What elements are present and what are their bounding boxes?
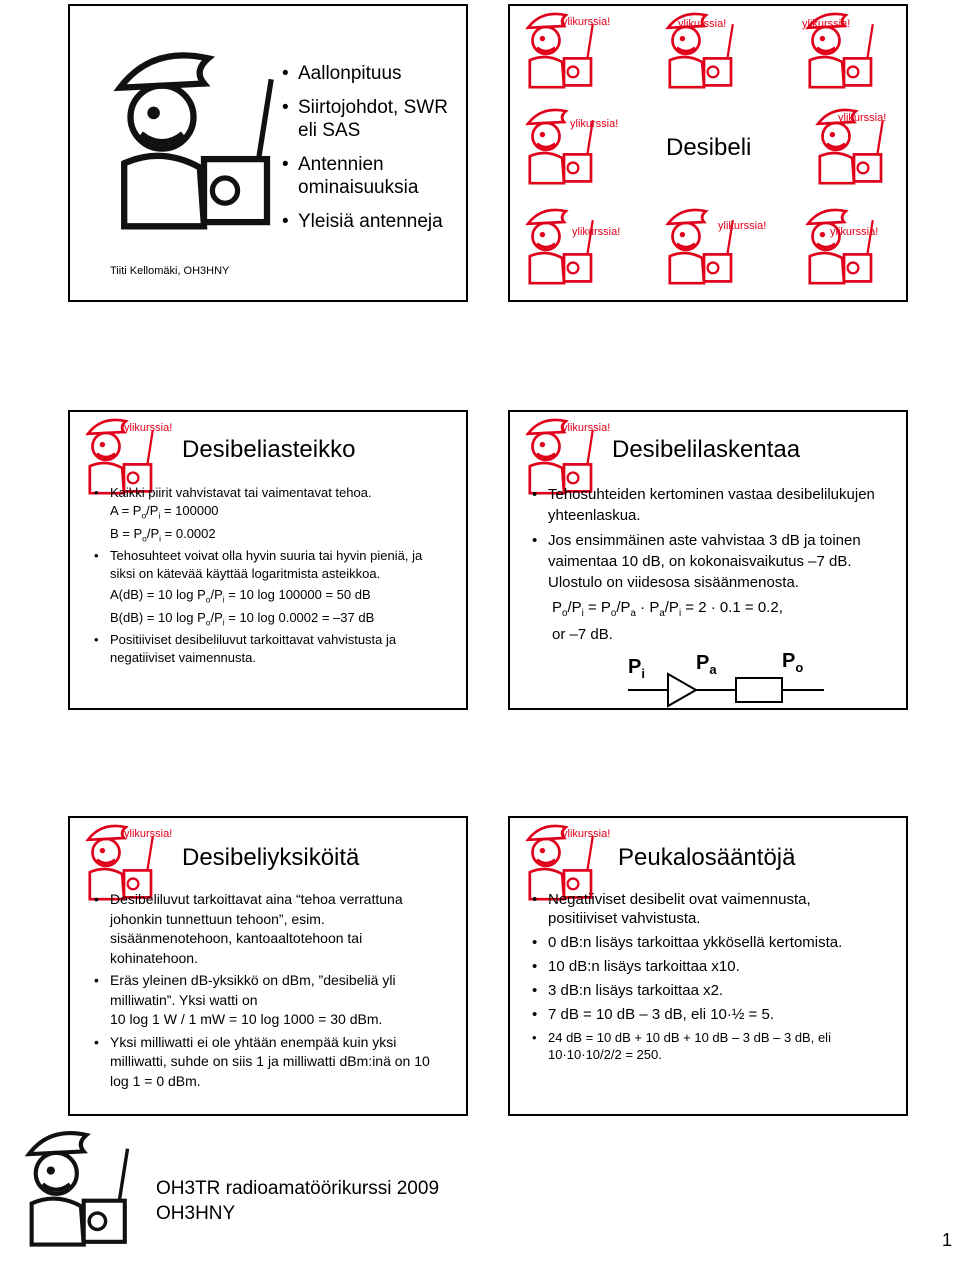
topic-item: • Antennien ominaisuuksia (282, 153, 462, 199)
radio-operator-icon (650, 204, 740, 294)
footer-course: OH3TR radioamatöörikurssi 2009 (156, 1178, 440, 1199)
formula-bdb: B(dB) = 10 $\log P_o/P_i = 10$ log 0.0002 = –37 dB (110, 609, 375, 628)
radio-operator-icon (510, 204, 600, 294)
bullet-text: • 7 dB = 10 dB – 3 dB, eli 10·½ = 5. (532, 1005, 882, 1024)
badge-ylikurssia: ylikurssia! (562, 828, 611, 840)
bullet-text: • Tehosuhteiden kertominen vastaa desibelilukujen yhteenlaskua. (532, 484, 882, 526)
badge-ylikurssia: ylikurssia! (830, 226, 879, 238)
formula-b: $B = P_o/P_i = 0.0002$ (110, 525, 216, 544)
bullet-text: • 10 dB:n lisäys tarkoittaa x10. (532, 957, 882, 976)
radio-operator-icon (790, 204, 880, 294)
formula-result: or –7 dB. (552, 626, 613, 643)
bullet-text: • Kaikki piirit vahvistavat tai vaimentavat tehoa. (94, 484, 434, 502)
topic-item: • Siirtojohdot, SWR eli SAS (282, 96, 462, 142)
bullet-text: • Jos ensimmäinen aste vahvistaa 3 dB ja toinen vaimentaa 10 dB, on kokonaisvaikutus –7 dB. Ulostulo on viidesosa sisäänmenosta. (532, 530, 882, 593)
diagram-label-pi: $P_i$ (628, 656, 645, 681)
slide-heading: Desibeliasteikko (182, 436, 356, 463)
diagram-label-pa: $P_a$ (696, 652, 717, 677)
slide-heading: Desibelilaskentaa (612, 436, 801, 463)
bullet-text: • Desibeliluvut tarkoittavat aina “tehoa verrattuna johonkin tunnettuun tehoon”, esim. sisäänmenotehoon, kantoaaltotehoon tai kohinatehoon. (94, 890, 444, 968)
badge-ylikurssia: ylikurssia! (570, 118, 619, 130)
formula-chain: $P_o/P_i = P_o/P_a \cdot P_a/P_i = 2 \cdot 0.1 = 0.2$, (552, 599, 783, 619)
topic-item: • Yleisiä antenneja (282, 210, 462, 233)
badge-ylikurssia: ylikurssia! (718, 220, 767, 232)
formula-a: $A = P_o/P_i = 100000$ (110, 503, 219, 521)
slide-desibeliasteikko (68, 410, 468, 710)
slide-desibeli (508, 4, 908, 302)
badge-ylikurssia: ylikurssia! (572, 226, 621, 238)
badge-ylikurssia: ylikurssia! (124, 828, 173, 840)
badge-ylikurssia: ylikurssia! (562, 422, 611, 434)
bullet-text: • 3 dB:n lisäys tarkoittaa x2. (532, 981, 882, 1000)
footer-callsign: OH3HNY (156, 1203, 236, 1224)
bullet-text: • Yksi milliwatti ei ole yhtään enempää kuin yksi milliwatti, suhde on siis 1 ja milliwatti dBm:inä on 10 log 1 = 0 dBm. (94, 1033, 444, 1092)
badge-ylikurssia: ylikurssia! (802, 18, 851, 30)
slide-title-desibeli: Desibeli (666, 134, 752, 161)
topic-item: • Aallonpituus (282, 62, 462, 85)
slide-body (94, 484, 434, 667)
bullet-text: • Tehosuhteet voivat olla hyvin suuria tai hyvin pieniä, ja siksi on kätevää käyttää logaritmista asteikkoa. (94, 547, 434, 583)
bullet-text: • 0 dB:n lisäys tarkoittaa ykkösellä kertomista. (532, 933, 882, 952)
slide-heading: Desibeliyksiköitä (182, 844, 360, 871)
badge-ylikurssia: ylikurssia! (562, 16, 611, 28)
slide-heading: Peukalosääntöjä (618, 844, 796, 871)
badge-ylikurssia: ylikurssia! (838, 112, 887, 124)
slide-title (68, 4, 468, 302)
slide-body (532, 484, 882, 645)
radio-operator-icon (78, 34, 288, 259)
bullet-text: • Eräs yleinen dB-yksikkö on dBm, ”desibeliä yli milliwatin”. Yksi watti on 10 log 1 W / 1 mW = 10 log 1000 = 30 dBm. (94, 971, 444, 1030)
slide-desibelilaskentaa (508, 410, 908, 710)
topic-list (282, 62, 462, 233)
slide-peukalosaantoja (508, 816, 908, 1116)
radio-operator-icon (0, 1124, 140, 1261)
page-number: 1 (942, 1230, 953, 1250)
slide-desibeliyksikoita (68, 816, 468, 1116)
slide-body (94, 890, 444, 1091)
author-label: Tiiti Kellomäki, OH3HNY (110, 265, 230, 277)
badge-ylikurssia: ylikurssia! (678, 18, 727, 30)
rule-list (532, 890, 882, 1063)
bullet-text: • Positiiviset desibeliluvut tarkoittavat vahvistusta ja negatiiviset vaimennusta. (94, 631, 434, 667)
diagram-label-po: $P_o$ (782, 650, 804, 675)
bullet-text: • Negatiiviset desibelit ovat vaimennusta, positiiviset vahvistusta. (532, 890, 882, 928)
badge-ylikurssia: ylikurssia! (124, 422, 173, 434)
bullet-text: • 24 dB = 10 dB + 10 dB + 10 dB – 3 dB – 3 dB, eli 10·10·10/2/2 = 250. (532, 1029, 882, 1063)
formula-adb: A(dB) = 10 $\log P_o/P_i = 10$ log 100000 = 50 dB (110, 587, 371, 605)
